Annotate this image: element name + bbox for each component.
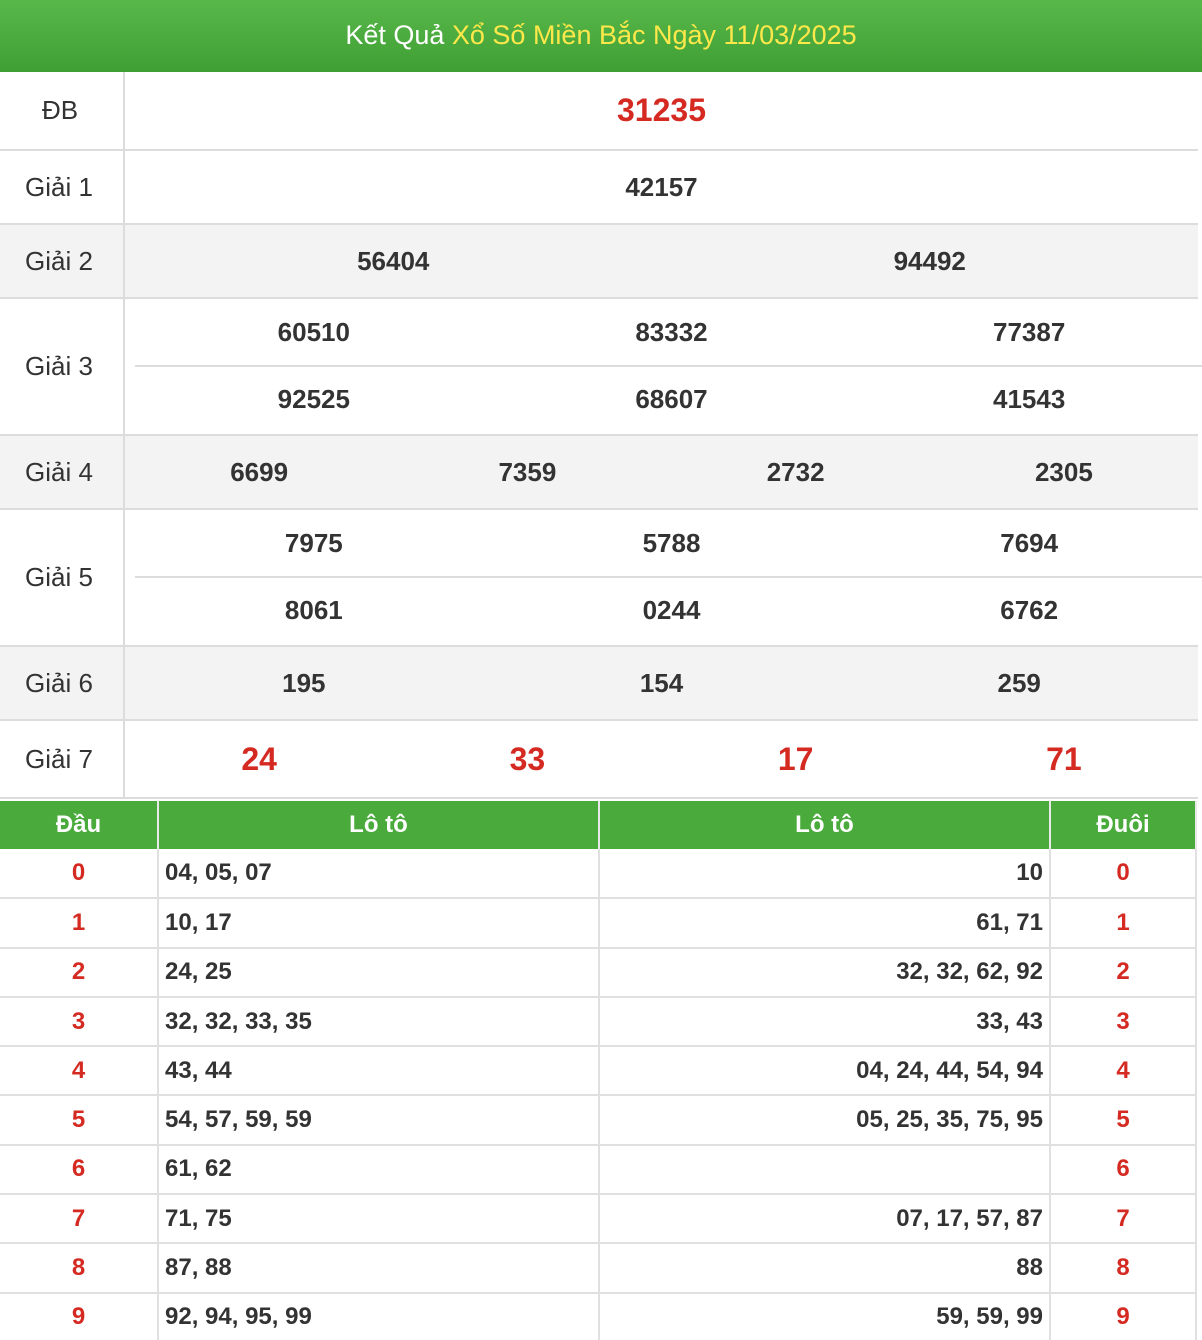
loto-row bbox=[0, 1243, 1196, 1292]
prize-row-g5 bbox=[0, 509, 1198, 646]
prize-value: 0244 bbox=[642, 595, 701, 625]
prize-value: 17 bbox=[777, 740, 814, 777]
prize-label: ĐB bbox=[0, 72, 124, 150]
loto-dau: 7 bbox=[0, 1194, 158, 1243]
loto-right: 59, 59, 99 bbox=[599, 1293, 1050, 1340]
prize-label: Giải 1 bbox=[0, 150, 124, 224]
loto-left: 61, 62 bbox=[158, 1145, 599, 1194]
loto-row bbox=[0, 1095, 1196, 1144]
loto-header-right: Lô tô bbox=[599, 801, 1050, 849]
prize-value: 33 bbox=[509, 740, 546, 777]
prize-row-g1 bbox=[0, 150, 1198, 224]
loto-left: 04, 05, 07 bbox=[158, 849, 599, 898]
loto-dau: 6 bbox=[0, 1145, 158, 1194]
loto-header-dau: Đầu bbox=[0, 801, 158, 849]
loto-duoi: 8 bbox=[1050, 1243, 1196, 1292]
prize-label: Giải 7 bbox=[0, 720, 124, 798]
prize-row-g3 bbox=[0, 298, 1198, 435]
loto-left: 32, 32, 33, 35 bbox=[158, 997, 599, 1046]
loto-duoi: 4 bbox=[1050, 1046, 1196, 1095]
loto-right: 32, 32, 62, 92 bbox=[599, 948, 1050, 997]
loto-dau: 8 bbox=[0, 1243, 158, 1292]
loto-duoi: 6 bbox=[1050, 1145, 1196, 1194]
prize-value: 60510 bbox=[277, 317, 350, 347]
loto-row bbox=[0, 1046, 1196, 1095]
loto-dau: 3 bbox=[0, 997, 158, 1046]
loto-left: 24, 25 bbox=[158, 948, 599, 997]
header-prefix: Kết Quả bbox=[345, 20, 445, 50]
prize-value: 6762 bbox=[1000, 595, 1059, 625]
prize-value: 2305 bbox=[1034, 456, 1093, 487]
loto-right: 05, 25, 35, 75, 95 bbox=[599, 1095, 1050, 1144]
loto-right: 33, 43 bbox=[599, 997, 1050, 1046]
loto-header-row bbox=[0, 801, 1196, 849]
prize-row-g6 bbox=[0, 646, 1198, 720]
loto-dau: 1 bbox=[0, 898, 158, 947]
loto-row bbox=[0, 898, 1196, 947]
loto-duoi: 3 bbox=[1050, 997, 1196, 1046]
loto-dau: 0 bbox=[0, 849, 158, 898]
prize-value: 7359 bbox=[498, 456, 557, 487]
prize-label: Giải 3 bbox=[0, 298, 124, 435]
loto-right bbox=[599, 1145, 1050, 1194]
prize-value: 5788 bbox=[642, 528, 701, 558]
loto-row bbox=[0, 948, 1196, 997]
prize-value: 94492 bbox=[893, 245, 966, 276]
loto-header-left: Lô tô bbox=[158, 801, 599, 849]
prize-value: 2732 bbox=[766, 456, 825, 487]
loto-left: 92, 94, 95, 99 bbox=[158, 1293, 599, 1340]
prize-label: Giải 2 bbox=[0, 224, 124, 298]
prize-value: 195 bbox=[282, 667, 326, 698]
prize-row-g4 bbox=[0, 435, 1198, 509]
loto-dau: 4 bbox=[0, 1046, 158, 1095]
loto-row bbox=[0, 849, 1196, 898]
loto-duoi: 2 bbox=[1050, 948, 1196, 997]
prize-value: 154 bbox=[639, 667, 684, 698]
prize-value: 8061 bbox=[284, 595, 343, 625]
prize-value: 41543 bbox=[993, 384, 1066, 414]
loto-left: 10, 17 bbox=[158, 898, 599, 947]
loto-right: 61, 71 bbox=[599, 898, 1050, 947]
loto-left: 87, 88 bbox=[158, 1243, 599, 1292]
prize-value: 56404 bbox=[357, 245, 430, 276]
loto-dau: 5 bbox=[0, 1095, 158, 1144]
prize-label: Giải 4 bbox=[0, 435, 124, 509]
prize-table bbox=[0, 72, 1198, 799]
loto-duoi: 9 bbox=[1050, 1293, 1196, 1340]
results-header bbox=[0, 0, 1202, 72]
prize-value: 31235 bbox=[617, 92, 706, 128]
loto-right: 10 bbox=[599, 849, 1050, 898]
loto-right: 07, 17, 57, 87 bbox=[599, 1194, 1050, 1243]
loto-header-duoi: Đuôi bbox=[1050, 801, 1196, 849]
loto-duoi: 1 bbox=[1050, 898, 1196, 947]
prize-value: 71 bbox=[1046, 740, 1082, 777]
loto-duoi: 7 bbox=[1050, 1194, 1196, 1243]
loto-right: 88 bbox=[599, 1243, 1050, 1292]
prize-value: 92525 bbox=[277, 384, 350, 414]
header-date: Ngày 11/03/2025 bbox=[653, 20, 857, 50]
loto-dau: 2 bbox=[0, 948, 158, 997]
prize-row-db bbox=[0, 72, 1198, 150]
loto-row bbox=[0, 997, 1196, 1046]
loto-duoi: 0 bbox=[1050, 849, 1196, 898]
loto-table bbox=[0, 801, 1197, 1340]
prize-label: Giải 6 bbox=[0, 646, 124, 720]
prize-value: 83332 bbox=[635, 317, 708, 347]
prize-value: 68607 bbox=[635, 384, 708, 414]
prize-value: 24 bbox=[241, 740, 277, 777]
loto-left: 54, 57, 59, 59 bbox=[158, 1095, 599, 1144]
loto-left: 71, 75 bbox=[158, 1194, 599, 1243]
loto-dau: 9 bbox=[0, 1293, 158, 1340]
prize-row-g2 bbox=[0, 224, 1198, 298]
loto-row bbox=[0, 1145, 1196, 1194]
loto-duoi: 5 bbox=[1050, 1095, 1196, 1144]
header-highlight: Xổ Số Miền Bắc bbox=[451, 20, 646, 50]
prize-value: 77387 bbox=[993, 317, 1066, 347]
loto-right: 04, 24, 44, 54, 94 bbox=[599, 1046, 1050, 1095]
prize-value: 259 bbox=[997, 667, 1041, 698]
loto-row bbox=[0, 1293, 1196, 1340]
loto-row bbox=[0, 1194, 1196, 1243]
prize-row-g7 bbox=[0, 720, 1198, 798]
prize-label: Giải 5 bbox=[0, 509, 124, 646]
prize-value: 7975 bbox=[284, 528, 343, 558]
prize-value: 7694 bbox=[1000, 528, 1059, 558]
prize-value: 6699 bbox=[230, 456, 289, 487]
loto-left: 43, 44 bbox=[158, 1046, 599, 1095]
prize-value: 42157 bbox=[625, 171, 698, 202]
